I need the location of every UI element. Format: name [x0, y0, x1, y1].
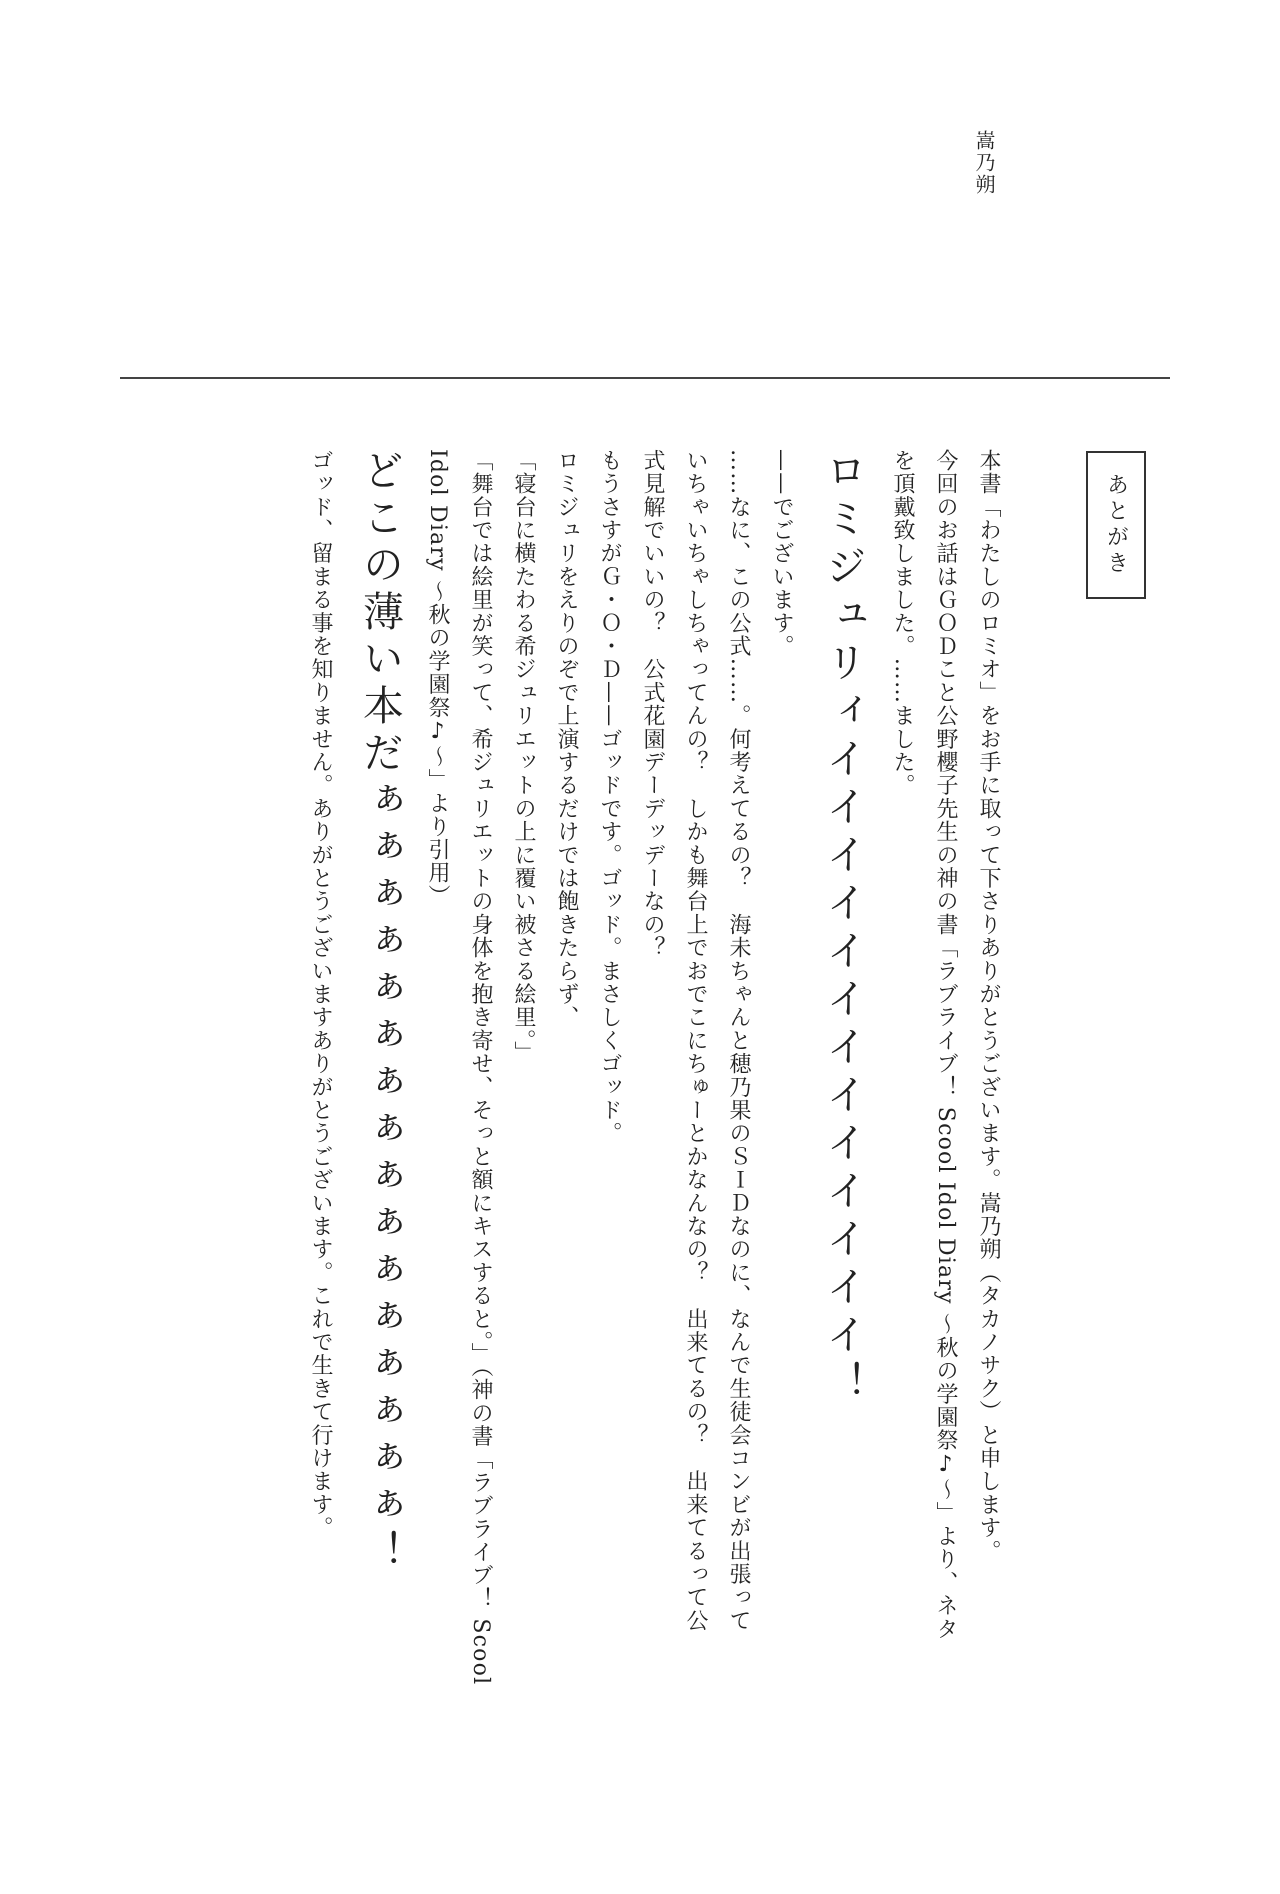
paragraph-3: を頂戴致しました。……ました。	[890, 449, 915, 797]
quote-1: 「寝台に横たわる希ジュリエットの上に覆い被さる絵里。」	[511, 449, 536, 1065]
author-name: 嵩乃朔	[972, 130, 996, 196]
afterword-heading: あとがき	[1103, 473, 1129, 577]
paragraph-6: いちゃいちゃしちゃってんの？ しかも舞台上でおでこにちゅーとかなんなの？ 出来てるの？ 出来てるって公	[683, 449, 708, 1633]
quote-2: 「舞台では絵里が笑って、希ジュリエットの身体を抱き寄せ、そっと額にキスすると。」（神の書「ラブライブ！ Scool	[468, 449, 493, 1686]
afterword-heading-box	[1086, 451, 1146, 599]
exclamation-romijuri: ロミジュリィイイイイイイイイイイイイイ！	[819, 449, 867, 1409]
paragraph-4: ——でございます。	[769, 449, 794, 658]
paragraph-2: 今回のお話はＧＯＤこと公野櫻子先生の神の書「ラブライブ！ Scool Idol Diary ～秋の学園祭♪～」より、ネタ	[933, 449, 958, 1641]
paragraph-final: ゴッド、留まる事を知りません。ありがとうございますありがとうございます。これで生きて行けます。	[308, 449, 333, 1540]
section-divider	[120, 377, 1170, 379]
paragraph-7: 式見解でいいの？ 公式花園デーデッデーなの？	[640, 449, 665, 960]
paragraph-1: 本書「わたしのロミオ」をお手に取って下さりありがとうございます。嵩乃朔（タカノサク）と申します。	[976, 449, 1001, 1563]
paragraph-9: ロミジュリをえりのぞで上演するだけでは飽きたらず、	[554, 449, 579, 1029]
exclamation-usui-hon: どこの薄い本だぁぁぁぁぁぁぁぁぁぁぁぁぁぁぁぁ！	[356, 449, 404, 1577]
paragraph-5: ……なに、この公式……。何考えてるの？ 海未ちゃんと穂乃果のＳＩＤなのに、なんで生徒会コンビが出張って	[726, 449, 751, 1633]
quote-2-continued: Idol Diary ～秋の学園祭♪～」より引用）	[425, 449, 450, 908]
afterword-body	[30, 449, 1010, 1759]
paragraph-8: もうさすがＧ・Ｏ・Ｄ——ゴッドです。ゴッド。まさしくゴッド。	[597, 449, 622, 1145]
